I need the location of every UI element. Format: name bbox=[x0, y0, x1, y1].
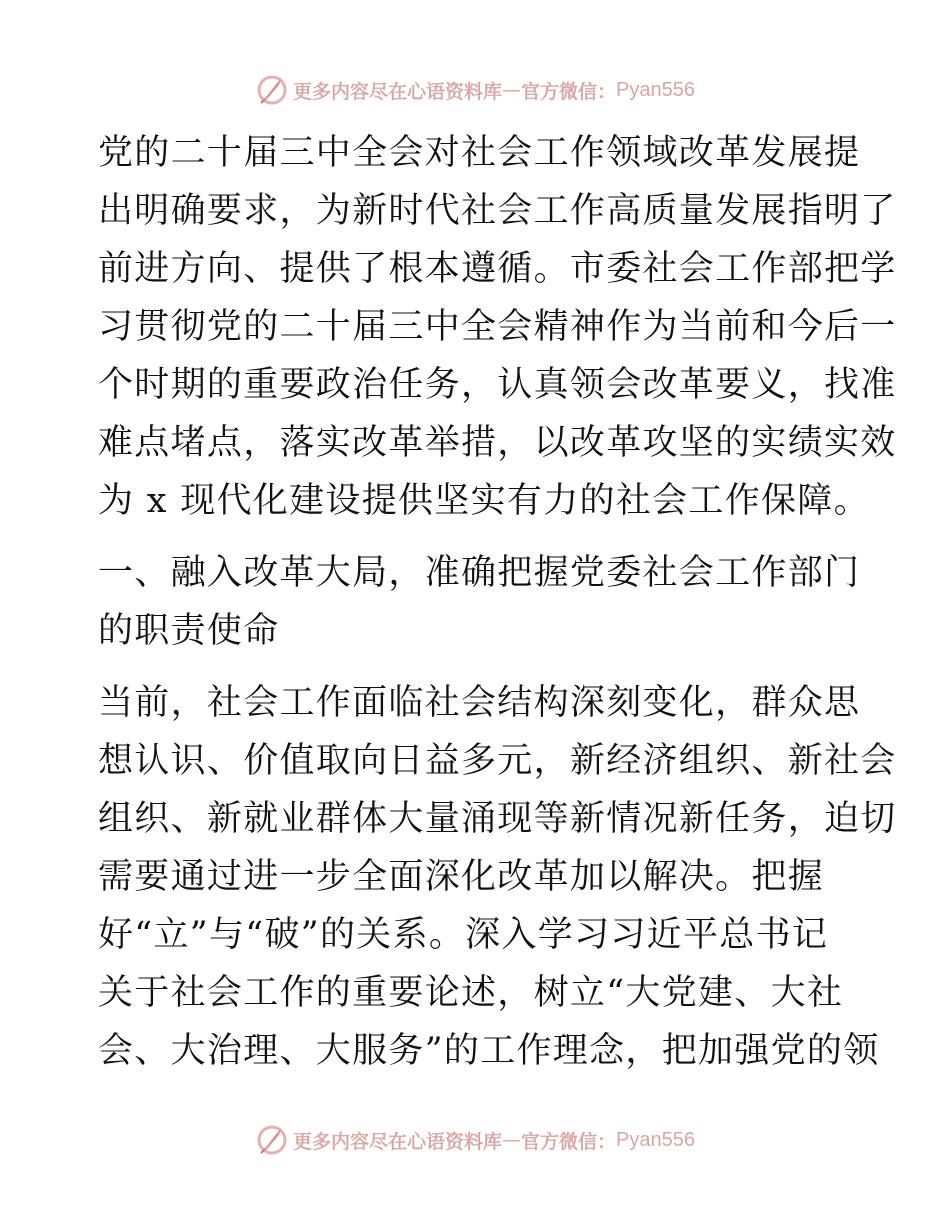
heading-line: 一、融入改革大局，准确把握党委社会工作部门 bbox=[98, 553, 861, 593]
article-body bbox=[98, 124, 897, 1080]
text-line: 出明确要求，为新时代社会工作高质量发展指明了 bbox=[98, 191, 897, 231]
text-line: 习贯彻党的二十届三中全会精神作为当前和今后一 bbox=[98, 307, 897, 347]
text-line: 好“立”与“破”的关系。深入学习习近平总书记 bbox=[98, 915, 829, 955]
watermark-wechat-id: Pyan556 bbox=[616, 78, 695, 101]
watermark-separator: — bbox=[502, 1129, 522, 1151]
section-heading bbox=[98, 544, 861, 660]
text-line: 需要通过进一步全面深化改革加以解决。把握 bbox=[98, 857, 825, 897]
watermark-wechat-id: Pyan556 bbox=[616, 1128, 695, 1151]
text-line: 前进方向、提供了根本遵循。市委社会工作部把学 bbox=[98, 249, 897, 289]
watermark-separator: — bbox=[502, 79, 522, 101]
text-line: 难点堵点，落实改革举措，以改革攻坚的实绩实效 bbox=[98, 423, 897, 463]
text-line: 党的二十届三中全会对社会工作领域改革发展提 bbox=[98, 133, 861, 173]
text-line: 组织、新就业群体大量涌现等新情况新任务，迫切 bbox=[98, 799, 897, 839]
text-line: 为 x 现代化建设提供坚实有力的社会工作保障。 bbox=[98, 481, 870, 521]
text-line: 想认识、价值取向日益多元，新经济组织、新社会 bbox=[98, 741, 897, 781]
text-line: 个时期的重要政治任务，认真领会改革要义，找准 bbox=[98, 365, 897, 405]
header-watermark bbox=[0, 70, 950, 110]
watermark-suffix: 官方微信： bbox=[521, 80, 617, 103]
paragraph-intro bbox=[98, 124, 897, 530]
text-line: 关于社会工作的重要论述，树立“大党建、大社 bbox=[98, 973, 844, 1013]
watermark-text: 更多内容尽在心语资料库 bbox=[293, 80, 503, 103]
footer-watermark bbox=[0, 1120, 950, 1160]
quill-logo-icon bbox=[255, 73, 289, 107]
watermark-suffix: 官方微信： bbox=[521, 1130, 617, 1153]
quill-logo-icon bbox=[255, 1123, 289, 1157]
heading-line: 的职责使命 bbox=[98, 611, 280, 651]
watermark-text: 更多内容尽在心语资料库 bbox=[293, 1130, 503, 1153]
text-line: 会、大治理、大服务”的工作理念，把加强党的领 bbox=[98, 1031, 880, 1071]
paragraph-current bbox=[98, 674, 897, 1080]
text-line: 当前，社会工作面临社会结构深刻变化，群众思 bbox=[98, 683, 861, 723]
